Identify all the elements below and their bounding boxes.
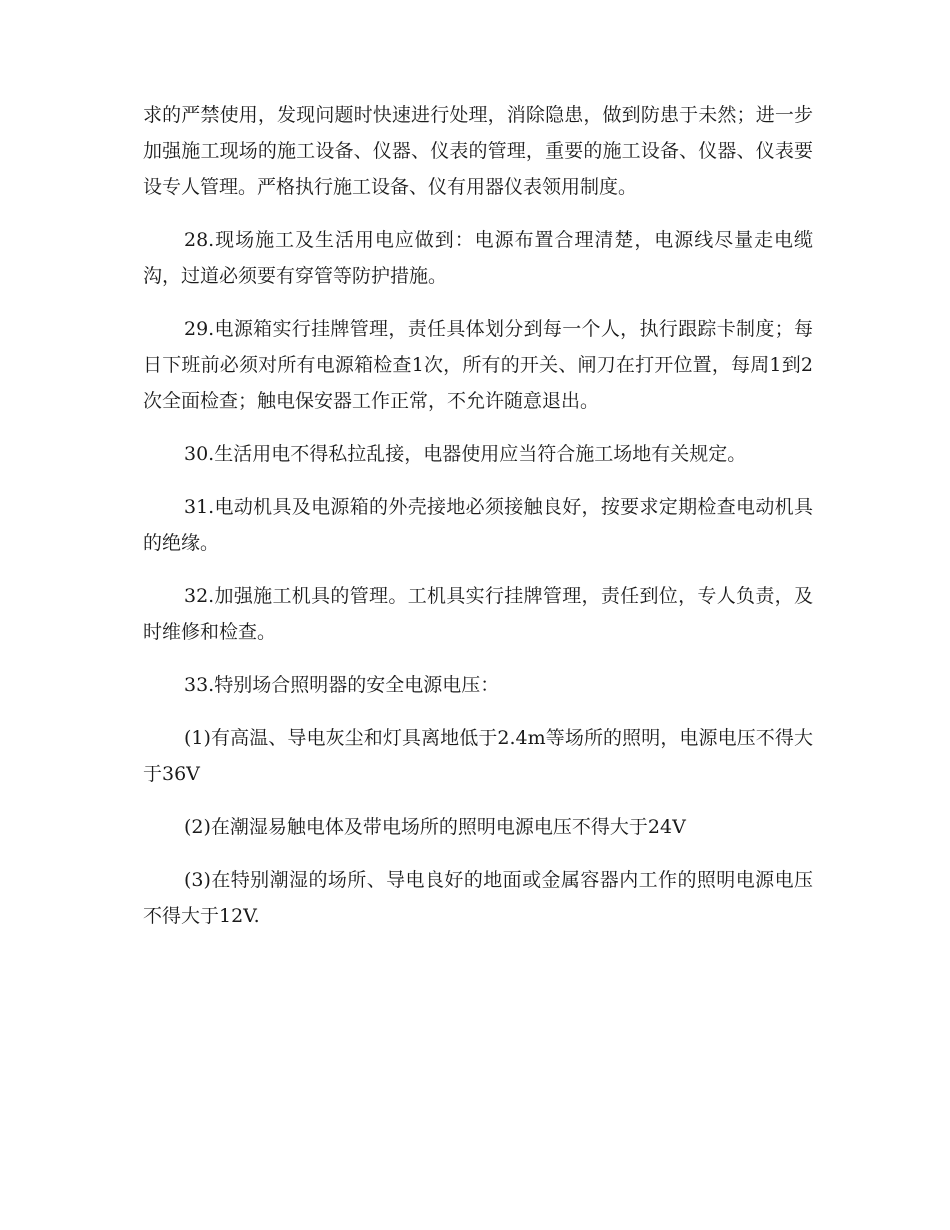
- paragraph-item-32: 32.加强施工机具的管理。工机具实行挂牌管理，责任到位，专人负责，及时维修和检查。: [143, 585, 813, 643]
- paragraph-subitem-1: (1)有高温、导电灰尘和灯具离地低于2.4m等场所的照明，电源电压不得大于36V: [143, 727, 813, 785]
- paragraph-subitem-2: (2)在潮湿易触电体及带电场所的照明电源电压不得大于24V: [184, 816, 686, 838]
- paragraph-subitem-3: (3)在特别潮湿的场所、导电良好的地面或金属容器内工作的照明电源电压不得大于12V.: [143, 869, 813, 927]
- paragraph-item-29: 29.电源箱实行挂牌管理，责任具体划分到每一个人，执行跟踪卡制度；每日下班前必须对所有电源箱检查1次，所有的开关、闸刀在打开位置，每周1到2次全面检查；触电保安器工作正常，不允许随意退出。: [143, 318, 813, 412]
- paragraph-item-33: 33.特别场合照明器的安全电源电压：: [184, 674, 500, 696]
- document-body: [143, 97, 813, 951]
- paragraph-item-28: 28.现场施工及生活用电应做到：电源布置合理清楚，电源线尽量走电缆沟，过道必须要有穿管等防护措施。: [143, 229, 813, 287]
- paragraph-item-31: 31.电动机具及电源箱的外壳接地必须接触良好，按要求定期检查电动机具的绝缘。: [143, 496, 813, 554]
- paragraph-item-30: 30.生活用电不得私拉乱接，电器使用应当符合施工场地有关规定。: [184, 443, 747, 465]
- paragraph-continuation: 求的严禁使用，发现问题时快速进行处理，消除隐患，做到防患于未然；进一步加强施工现场的施工设备、仪器、仪表的管理，重要的施工设备、仪器、仪表要设专人管理。严格执行施工设备、仪有用器仪表领用制度。: [143, 104, 813, 198]
